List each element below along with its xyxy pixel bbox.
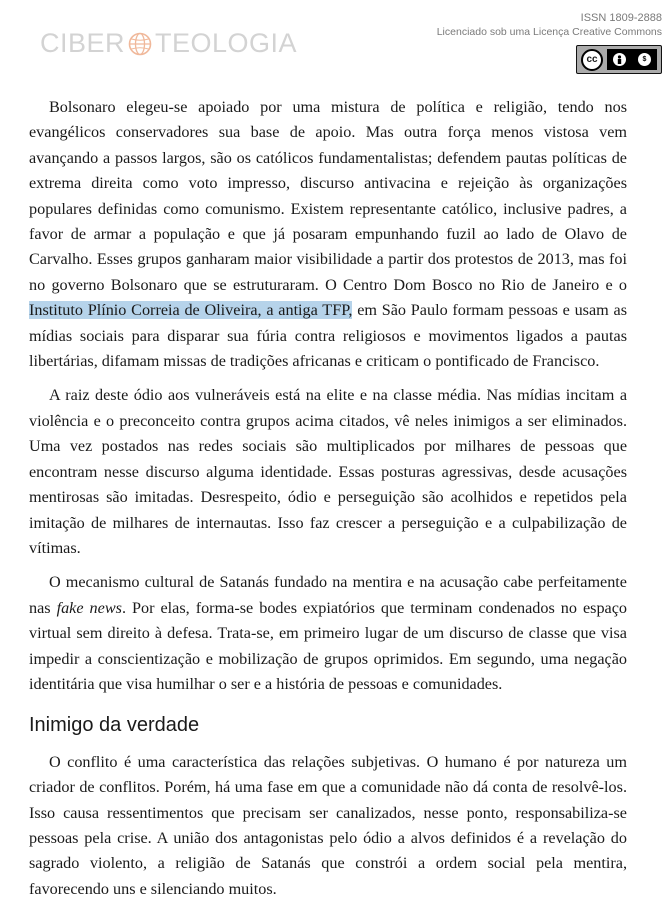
page-header [0,0,672,90]
license-text: Licenciado sob uma Licença Creative Commons [436,25,662,38]
issn-number: ISSN 1809-2888 [580,12,662,24]
logo-text-right: TEOLOGIA [155,28,298,58]
p1-text-after: em São Paulo formam pessoas e usam as mídias sociais para disparar sua fúria contra religiosos e movimentos ligados a pautas libertárias, difamam missas de tradições africanas e criticam o pontificado de Francisco. [29,301,627,371]
publication-meta [437,12,662,39]
article-body [29,95,627,902]
journal-logo [40,30,297,57]
creative-commons-badge[interactable] [576,45,662,74]
nc-noncommercial-icon: $ [638,53,651,66]
globe-icon [128,32,152,56]
p1-text-before: Bolsonaro elegeu-se apoiado por uma mistura de política e religião, tendo nos evangélicos conservadores sua base de apoio. Mas outra força menos vistosa vem avançando a passos largos, são os católicos fundamentalistas; defendem pautas políticas de extrema direita como voto impresso, discurso antivacina e rejeição às organizações populares definidas como comunismo. Existem representante católico, inclusive padres, a favor de armar a população e que já posaram empunhando fuzil ao lado de Olavo de Carvalho. Esses grupos ganharam maior visibilidade a partir dos protestos de 2013, mas foi no governo Bolsonaro que se estruturaram. O Centro Dom Bosco no Rio de Janeiro e o [29,98,627,294]
logo-text-left: CIBER [40,28,126,58]
highlighted-text[interactable]: Instituto Plínio Correia de Oliveira, a antiga TFP, [29,301,353,320]
p3-text-after: . Por elas, forma-se bodes expiatórios que terminam condenados no espaço virtual sem direito à defesa. Trata-se, em primeiro lugar de um discurso de classe que visa impedir a conscientização e mobilização de grupos oprimidos. Em segundo, uma negação identitária que visa humilhar o ser e a história de pessoas e comunidades. [29,598,628,693]
by-attribution-icon [613,53,626,66]
cc-icon: cc [581,49,603,71]
fake-news-term: fake news [56,598,122,617]
paragraph-4: O conflito é uma característica das relações subjetivas. O humano é por natureza um criador de conflitos. Porém, há uma fase em que a comunidade não dá conta de resolvê-los. Isso causa ressentimentos que precisam ser canalizados, nesse ponto, responsabiliza-se pessoas pela crise. A união dos antagonistas pelo ódio a alvos definidos é a revelação do sagrado violento, a religião de Satanás que constrói a ordem social pela mentira, favorecendo uns e silenciando muitos. [29,752,627,898]
section-heading: Inimigo da verdade [29,714,200,737]
paragraph-1 [29,95,627,374]
p3-text-before: O mecanismo cultural de Satanás fundado na mentira e na acusação cabe perfeitamente nas [29,573,627,617]
cc-conditions [607,49,657,70]
paragraph-3 [29,570,627,697]
paragraph-2: A raiz deste ódio aos vulneráveis está na elite e na classe média. Nas mídias incitam a violência e o preconceito contra grupos acima citados, vê neles inimigos a ser eliminados. Uma vez postados nas redes sociais são multiplicados por milhares de pessoas que encontram nesse discurso alguma identidade. Essas posturas agressivas, desde acusações mentirosas são imitadas. Desrespeito, ódio e perseguição são acolhidos e repetidos pela imitação de milhares de internautas. Isso faz crescer a perseguição e a culpabilização de vítimas. [29,386,627,557]
